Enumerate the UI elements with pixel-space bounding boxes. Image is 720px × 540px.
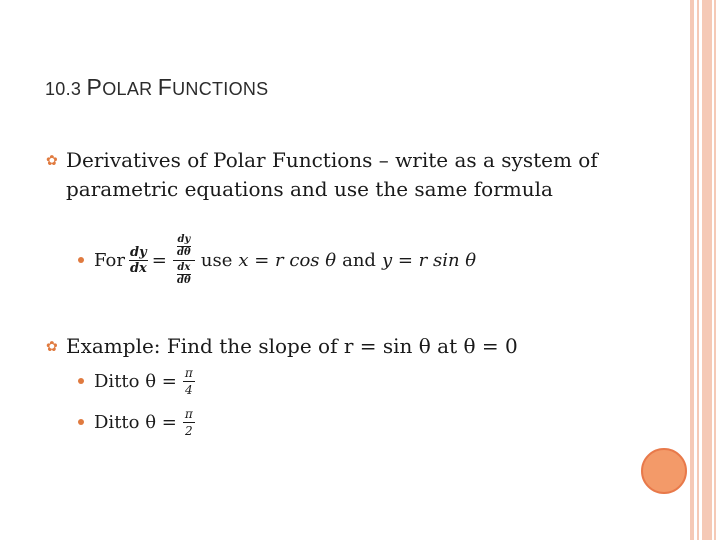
use-label: use [200, 249, 233, 271]
pi-over-4: π 4 [183, 366, 195, 397]
decorative-stripe [690, 0, 694, 540]
title-cap: P [86, 74, 103, 100]
title-rest: UNCTIONS [172, 79, 269, 99]
y-equation: y = r sin θ [381, 249, 477, 271]
dot-bullet-icon [78, 419, 84, 425]
for-label: For [94, 249, 125, 271]
bullet-icon: ✿ [46, 153, 58, 169]
decorative-stripe [702, 0, 712, 540]
sub-bullet-formula [78, 232, 482, 288]
dot-bullet-icon [78, 257, 84, 263]
slide-title [45, 74, 269, 101]
bullet-derivatives [44, 146, 634, 204]
title-number: 10.3 [45, 79, 87, 99]
x-equation: x = r cos θ [238, 249, 337, 271]
bullet-icon: ✿ [46, 339, 58, 355]
decorative-stripe [697, 0, 699, 540]
decorative-stripe [714, 0, 716, 540]
ditto-label: Ditto θ = [94, 370, 177, 392]
ditto-label: Ditto θ = [94, 411, 177, 433]
sub-bullet-ditto-pi4 [78, 361, 195, 401]
pi-over-2: π 2 [183, 407, 195, 438]
sub-bullet-ditto-pi2 [78, 402, 195, 442]
bullet-text: Derivatives of Polar Functions – write as a system of parametric equations and use the same formula [66, 148, 598, 201]
bullet-example [44, 332, 634, 361]
equals: = [151, 249, 167, 271]
compound-fraction: $\frac{dy}{d\theta}$ $\frac{dx}{d\theta}$ [173, 235, 195, 286]
bullet-text: Example: Find the slope of r = sin θ at θ = 0 [66, 334, 518, 358]
title-cap: F [157, 74, 173, 100]
decorative-circle [641, 448, 687, 494]
and-label: and [342, 249, 376, 271]
dot-bullet-icon [78, 378, 84, 384]
dy-dx-fraction: $\frac{dy}{dx}$ [129, 244, 147, 276]
title-rest: OLAR [102, 79, 158, 99]
